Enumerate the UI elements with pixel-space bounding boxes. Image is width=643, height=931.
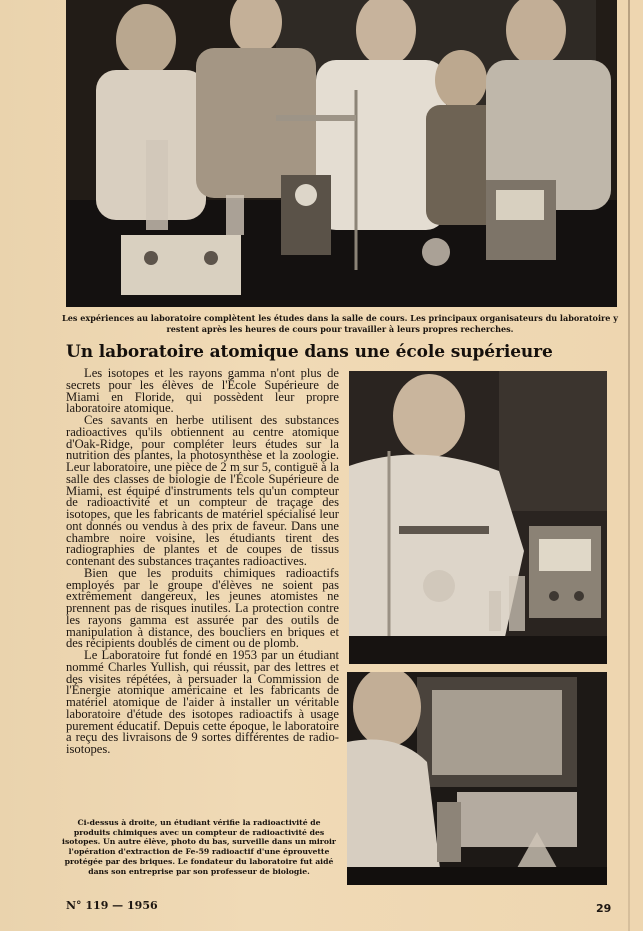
- student-radioactivity-photo-icon: [349, 371, 607, 664]
- student-radioactivity-photo: [349, 371, 607, 664]
- side-photos-caption: Ci-dessus à droite, un étudiant vérifie la radioactivité de produits chimiques avec un compteur de radioactivité des isotopes. Un autre élève, photo du bas, surveille dans un miroir l'opération d'extraction de Fe-59 radioactif d'une éprouvette protégée par des briques. Le fondateur du laboratoire fut aidé dans son entreprise par son professeur de biologie.: [62, 818, 336, 876]
- lab-students-photo: [66, 0, 617, 307]
- article-headline: Un laboratoire atomique dans une école supérieure: [66, 342, 553, 362]
- article-body: [66, 368, 339, 756]
- top-photo-caption: Les expériences au laboratoire complètent les études dans la salle de cours. Les principaux organisateurs du laboratoire y restent après les heures de cours pour travailler à leurs propres recherches.: [62, 313, 618, 334]
- article-paragraph: Le Laboratoire fut fondé en 1953 par un étudiant nommé Charles Yullish, qui réussit, par des lettres et des visites répétées, à persuader la Commission de l'Énergie atomique américaine et les fabricants de matériel atomique de l'aider à installer un véritable laboratoire d'étude des isotopes radioactifs à usage purement éducatif. Depuis cette époque, le laboratoire a reçu des livraisons de 9 sortes différentes de radio-isotopes.: [66, 648, 339, 756]
- student-mirror-photo: [347, 672, 607, 885]
- student-mirror-photo-icon: [347, 672, 607, 885]
- issue-number: N° 119 — 1956: [66, 899, 158, 912]
- article-paragraph: Les isotopes et les rayons gamma n'ont plus de secrets pour les élèves de l'École Supérieure de Miami en Floride, qui possèdent leur propre laboratoire atomique.: [66, 366, 339, 416]
- article-paragraph: Bien que les produits chimiques radioactifs employés par le groupe d'élèves ne soient pas extrêmement dangereux, les jeunes atomistes ne prennent pas de risques inutiles. La protection contre les rayons gamma est assurée par des outils de manipulation à distance, des boucliers en briques et des récipients doublés de ciment ou de plomb.: [66, 565, 339, 651]
- lab-students-photo-icon: [66, 0, 617, 307]
- page-number: 29: [596, 902, 612, 915]
- article-paragraph: Ces savants en herbe utilisent des substances radioactives qu'ils obtiennent au centre atomique d'Oak-Ridge, pour compléter leurs études sur la nutrition des plantes, la photosynthèse et la zoologie. Leur laboratoire, une pièce de 2 m sur 5, contiguë à la salle des classes de biologie de l'École Supérieure de Miami, est équipé d'instruments tels qu'un compteur de radioactivité et un compteur de traçage des isotopes, que les fabricants de matériel spécialisé leur ont donnés ou vendus à des prix de faveur. Dans une chambre noire voisine, les étudiants tirent des radiographies de plantes et de coupes de tissus contenant des substances traçantes radioactives.: [66, 413, 339, 568]
- page-edge-shadow: [628, 0, 630, 931]
